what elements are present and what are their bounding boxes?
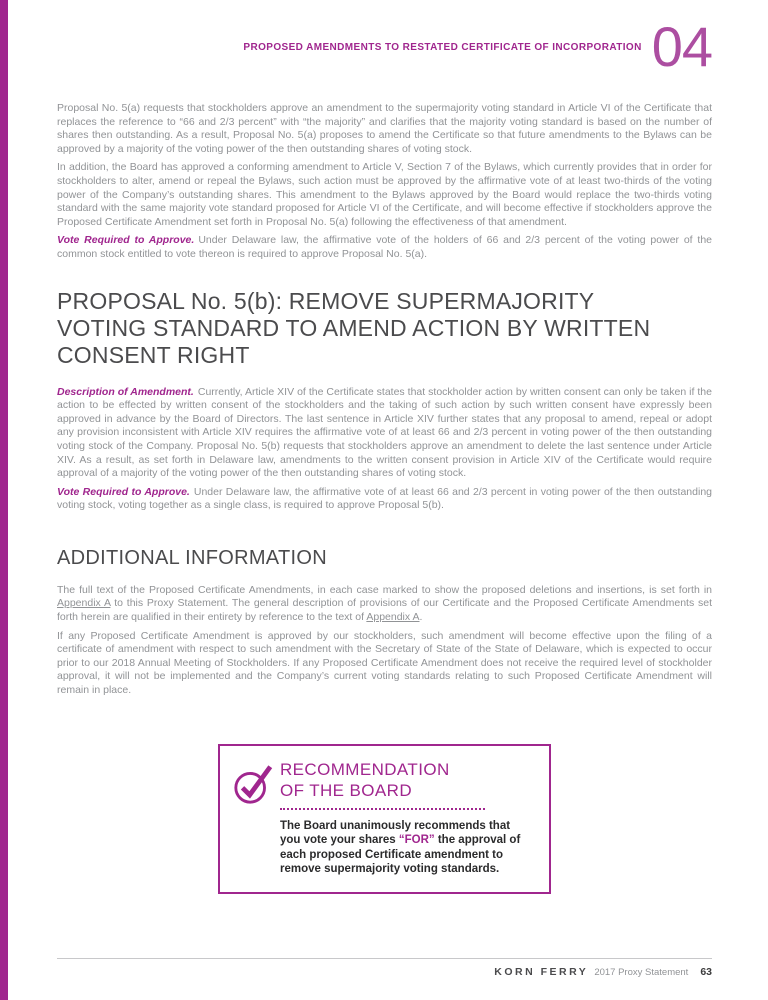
recommendation-text-before: The Board unanimously recommends that you vote your shares xyxy=(280,819,511,847)
appendix-text-middle: to this Proxy Statement. The general description of provisions of our Certificate and the Proposed Certificate Amendments set forth herein are qualified in their entirety by reference to the text of xyxy=(57,597,713,624)
page-content xyxy=(57,0,712,894)
paragraph-appendix-reference xyxy=(57,584,712,625)
proposal-5b-heading-line3: CONSENT RIGHT xyxy=(57,341,250,368)
footer-row xyxy=(57,966,712,978)
vote-required-lead-5a: Vote Required to Approve. xyxy=(57,234,195,247)
vote-required-lead-5b: Vote Required to Approve. xyxy=(57,485,190,498)
chapter-number: 04 xyxy=(651,15,712,79)
recommendation-body xyxy=(280,819,533,877)
paragraph-bylaws-conforming-amendment: In addition, the Board has approved a conforming amendment to Article V, Section 7 of the Bylaws, which currently provides that in order for stockholders to alter, amend or repeal the Bylaws, such action must be approved by the affirmative vote of at least two-thirds of the voting power of the Company’s outstanding shares. This amendment to the Bylaws approved by the Board would replace the two-thirds voting standard with the same majority vote standard proposed for Article VI of the Certificate, and will become effective if stockholders approve the Proposed Certificate Amendment set forth in Proposal No. 5(a) following the effectiveness of that amendment. xyxy=(57,161,712,228)
footer-rule xyxy=(57,958,712,959)
recommendation-text-after: the approval of each proposed Certificate amendment to remove supermajority voting standards. xyxy=(280,834,521,876)
proposal-5b-heading-line1: PROPOSAL No. 5(b): REMOVE SUPERMAJORITY xyxy=(57,287,595,314)
appendix-text-after: . xyxy=(419,611,423,624)
page-footer xyxy=(57,958,712,978)
page-number: 63 xyxy=(700,966,712,978)
recommendation-title-line2: OF THE BOARD xyxy=(280,780,413,800)
description-lead: Description of Amendment. xyxy=(57,385,194,398)
section-additional-information xyxy=(57,584,712,698)
paragraph-vote-required-5a xyxy=(57,234,712,261)
vote-for-highlight: “FOR” xyxy=(398,834,435,847)
left-accent-bar xyxy=(0,0,8,1000)
dotted-divider xyxy=(280,808,485,810)
paragraph-amendment-effectiveness: If any Proposed Certificate Amendment is approved by our stockholders, such amendment will become effective upon the filing of a certificate of amendment with respect to such amendment with the Secretary of State of the State of Delaware, which is expected to occur prior to our 2018 Annual Meeting of Stockholders. If any Proposed Certificate Amendment does not receive the required level of stockholder approval, it will not be implemented and the Company’s current voting standards relating to such Proposed Certificate Amendment will remain in place. xyxy=(57,629,712,697)
paragraph-proposal-5a-intro: Proposal No. 5(a) requests that stockholders approve an amendment to the supermajority voting standard in Article VI of the Certificate that replaces the reference to “66 and 2/3 percent” with “the majority” and clarifies that the majority voting standard is based on the number of shares then outstanding. As a result, Proposal No. 5(a) proposes to amend the Certificate so that future amendments to the Bylaws can be approved by a majority of the voting power of the then outstanding shares of voting stock. xyxy=(57,102,712,155)
paragraph-vote-required-5b xyxy=(57,486,712,513)
recommendation-content xyxy=(280,759,533,877)
section-proposal-5b xyxy=(57,386,712,513)
section-proposal-5a xyxy=(57,102,712,262)
recommendation-title-line1: RECOMMENDATION xyxy=(280,759,450,779)
paragraph-description-of-amendment xyxy=(57,386,712,481)
korn-ferry-logo: KORN FERRY xyxy=(494,966,589,978)
recommendation-title xyxy=(280,759,533,801)
proposal-5b-heading-line2: VOTING STANDARD TO AMEND ACTION BY WRITTEN xyxy=(57,314,651,341)
proposal-5b-heading xyxy=(57,288,712,369)
appendix-text-before: The full text of the Proposed Certificate Amendments, in each case marked to show the proposed deletions and insertions, is set forth in xyxy=(57,583,712,596)
footer-document-label: 2017 Proxy Statement xyxy=(594,967,689,978)
vote-required-text-5b: Under Delaware law, the affirmative vote of at least 66 and 2/3 percent in voting power of the then outstanding voting stock, voting together as a single class, is required to approve Proposal 5(b). xyxy=(57,485,712,512)
additional-information-heading: ADDITIONAL INFORMATION xyxy=(57,546,327,569)
description-text: Currently, Article XIV of the Certificate states that stockholder action by written consent can only be taken if the action to be effected by written consent of the stockholders and the taking of such action by such written consent have expressly been approved in advance by the Board of Directors. The last sentence in Article XIV further states that any proposal to amend, repeal or adopt any provision inconsistent with Article XIV requires the affirmative vote of at least 66 and 2/3 percent in voting power of the then outstanding voting stock of the Company. Proposal No. 5(b) requests that stockholders approve an amendment to delete the last sentence under Article XIV. As a result, as set forth in Delaware law, amendments to the written consent provision in Article XIV of the Certificate would require approval of a majority of the voting power of the then outstanding shares of voting stock. xyxy=(57,385,712,480)
checkmark-circle-icon xyxy=(232,759,280,877)
appendix-a-link-2[interactable]: Appendix A xyxy=(366,611,420,624)
page-header xyxy=(57,15,712,79)
section-title: PROPOSED AMENDMENTS TO RESTATED CERTIFICATE OF INCORPORATION xyxy=(243,41,642,53)
recommendation-of-the-board-box xyxy=(218,744,551,894)
vote-required-text-5a: Under Delaware law, the affirmative vote of the holders of 66 and 2/3 percent of the voting power of the common stock entitled to vote thereon is required to approve Proposal No. 5(a). xyxy=(57,234,712,260)
appendix-a-link-1[interactable]: Appendix A xyxy=(57,597,111,610)
